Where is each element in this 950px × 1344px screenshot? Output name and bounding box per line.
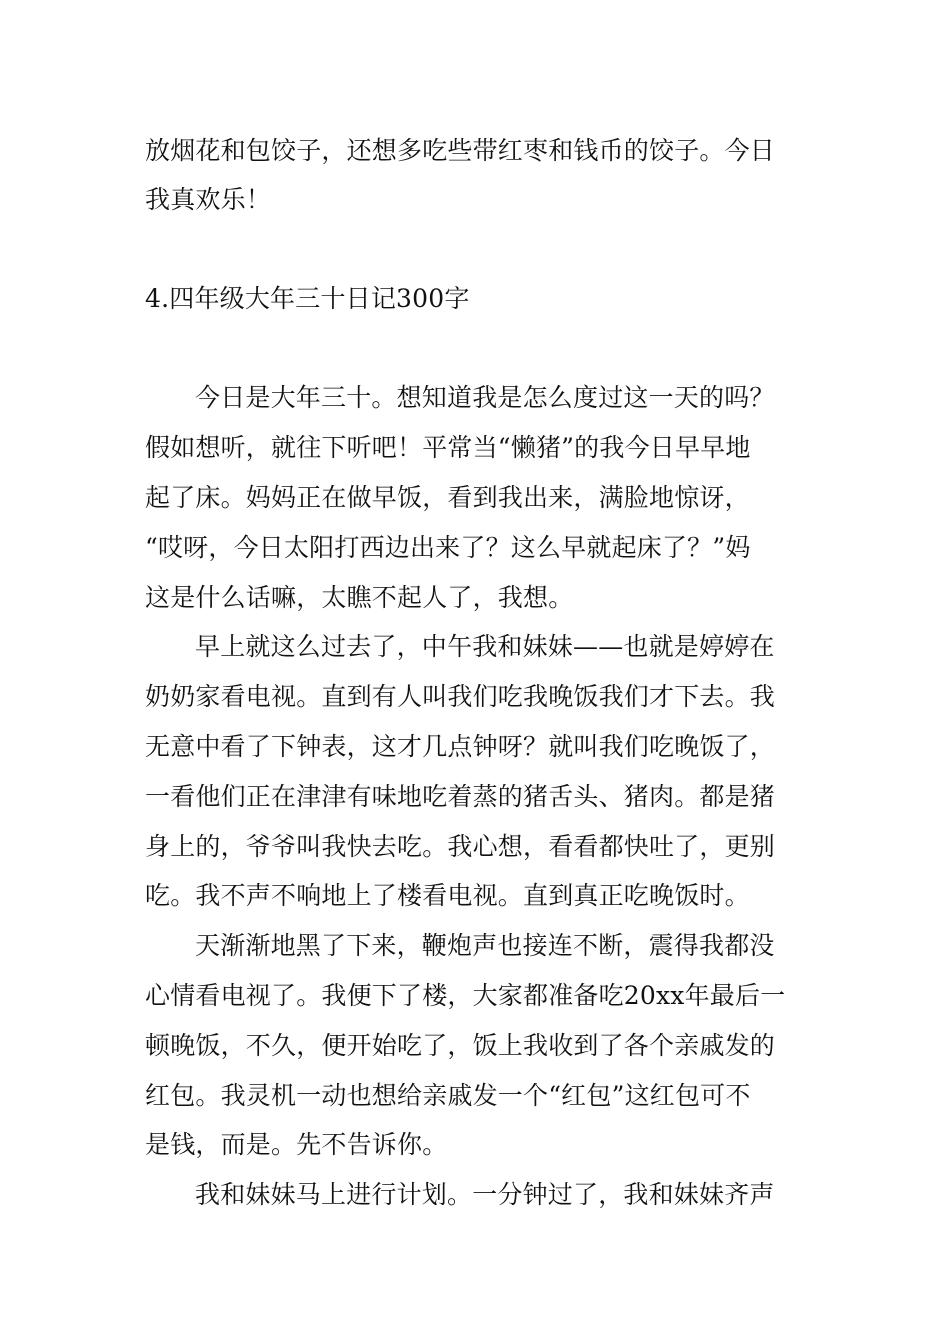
paragraph-3-line-1: 天渐渐地黑了下来，鞭炮声也接连不断，震得我都没 xyxy=(195,931,775,960)
paragraph-1-line-4: “哎呀，今日太阳打西边出来了？这么早就起床了？”妈 xyxy=(145,533,751,562)
paragraph-3-line-2: 心情看电视了。我便下了楼，大家都准备吃20xx年最后一 xyxy=(145,981,786,1010)
paragraph-2-line-6: 吃。我不声不响地上了楼看电视。直到真正吃晚饭时。 xyxy=(145,881,750,910)
intro-line-1: 放烟花和包饺子，还想多吃些带红枣和钱币的饺子。今日 xyxy=(145,136,776,165)
paragraph-3-line-4: 红包。我灵机一动也想给亲戚发一个“红包”这红包可不 xyxy=(145,1081,751,1110)
paragraph-1-line-1: 今日是大年三十。想知道我是怎么度过这一天的吗？ xyxy=(195,383,775,412)
paragraph-2-line-4: 一看他们正在津津有味地吃着蒸的猪舌头、猪肉。都是猪 xyxy=(145,782,776,811)
paragraph-4-line-1: 我和妹妹马上进行计划。一分钟过了，我和妹妹齐声 xyxy=(195,1180,775,1209)
paragraph-1-line-3: 起了床。妈妈正在做早饭，看到我出来，满脸地惊讶， xyxy=(145,483,750,512)
paragraph-2-line-2: 奶奶家看电视。直到有人叫我们吃我晚饭我们才下去。我 xyxy=(145,682,776,711)
paragraph-2-line-3: 无意中看了下钟表，这才几点钟呀？就叫我们吃晚饭了， xyxy=(145,732,776,761)
paragraph-1-line-2: 假如想听，就往下听吧！平常当“懒猪”的我今日早早地 xyxy=(145,433,751,462)
paragraph-3-line-5: 是钱，而是。先不告诉你。 xyxy=(145,1130,448,1159)
paragraph-1-line-5: 这是什么话嘛，太瞧不起人了，我想。 xyxy=(145,583,574,612)
paragraph-2-line-1: 早上就这么过去了，中午我和妹妹——也就是婷婷在 xyxy=(195,632,775,661)
paragraph-2-line-5: 身上的，爷爷叫我快去吃。我心想，看看都快吐了，更别 xyxy=(145,832,776,861)
section-heading: 4.四年级大年三十日记300字 xyxy=(145,284,470,313)
paragraph-3-line-3: 顿晚饭，不久，便开始吃了，饭上我收到了各个亲戚发的 xyxy=(145,1031,776,1060)
intro-line-2: 我真欢乐！ xyxy=(145,185,272,214)
